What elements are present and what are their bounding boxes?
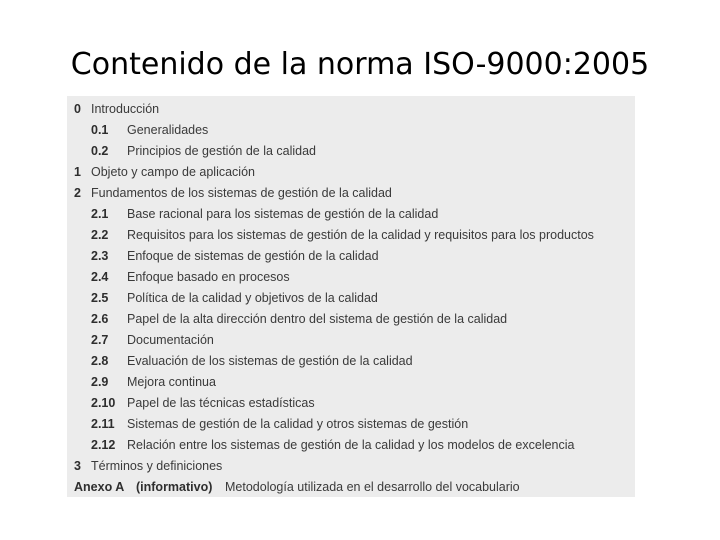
toc-number: 3: [74, 459, 81, 473]
toc-number: 2.5: [91, 291, 109, 305]
toc-number: 2.8: [91, 354, 109, 368]
toc-text: Requisitos para los sistemas de gestión de la calidad y requisitos para los productos: [127, 228, 594, 242]
toc-number: 2.6: [91, 312, 109, 326]
toc-text: Fundamentos de los sistemas de gestión de la calidad: [91, 186, 392, 200]
toc-number: 1: [74, 165, 81, 179]
annex-text: Metodología utilizada en el desarrollo del vocabulario: [225, 480, 520, 494]
toc-number: 0: [74, 102, 81, 116]
toc-text: Introducción: [91, 102, 160, 116]
toc-number: 2.2: [91, 228, 109, 242]
toc-number: 2.1: [91, 207, 109, 221]
table-of-contents: [67, 96, 635, 497]
toc-text: Papel de la alta dirección dentro del sistema de gestión de la calidad: [127, 312, 508, 326]
toc-number: 2.12: [91, 438, 116, 452]
toc-number: 2.3: [91, 249, 109, 263]
toc-number: 2.10: [91, 396, 116, 410]
slide-title: Contenido de la norma ISO-9000:2005: [70, 47, 650, 82]
toc-text: Enfoque basado en procesos: [127, 270, 290, 284]
toc-text: Generalidades: [127, 123, 209, 137]
toc-text: Principios de gestión de la calidad: [127, 144, 317, 158]
toc-text: Sistemas de gestión de la calidad y otros sistemas de gestión: [127, 417, 469, 431]
toc-text: Relación entre los sistemas de gestión de la calidad y los modelos de excelencia: [127, 438, 575, 452]
toc-text: Mejora continua: [127, 375, 216, 389]
toc-number: 2.9: [91, 375, 109, 389]
toc-number: 2.4: [91, 270, 109, 284]
annex-note: (informativo): [136, 480, 213, 494]
toc-number: 0.2: [91, 144, 109, 158]
toc-number: 2.7: [91, 333, 109, 347]
toc-text: Política de la calidad y objetivos de la calidad: [127, 291, 378, 305]
toc-number: 2: [74, 186, 81, 200]
toc-text: Términos y definiciones: [91, 459, 223, 473]
toc-number: 0.1: [91, 123, 109, 137]
toc-text: Evaluación de los sistemas de gestión de la calidad: [127, 354, 413, 368]
annex-label: Anexo A: [74, 480, 125, 494]
toc-text: Base racional para los sistemas de gestión de la calidad: [127, 207, 439, 221]
toc-text: Enfoque de sistemas de gestión de la calidad: [127, 249, 379, 263]
toc-text: Objeto y campo de aplicación: [91, 165, 255, 179]
toc-text: Papel de las técnicas estadísticas: [127, 396, 315, 410]
toc-text: Documentación: [127, 333, 214, 347]
toc-number: 2.11: [91, 417, 115, 431]
